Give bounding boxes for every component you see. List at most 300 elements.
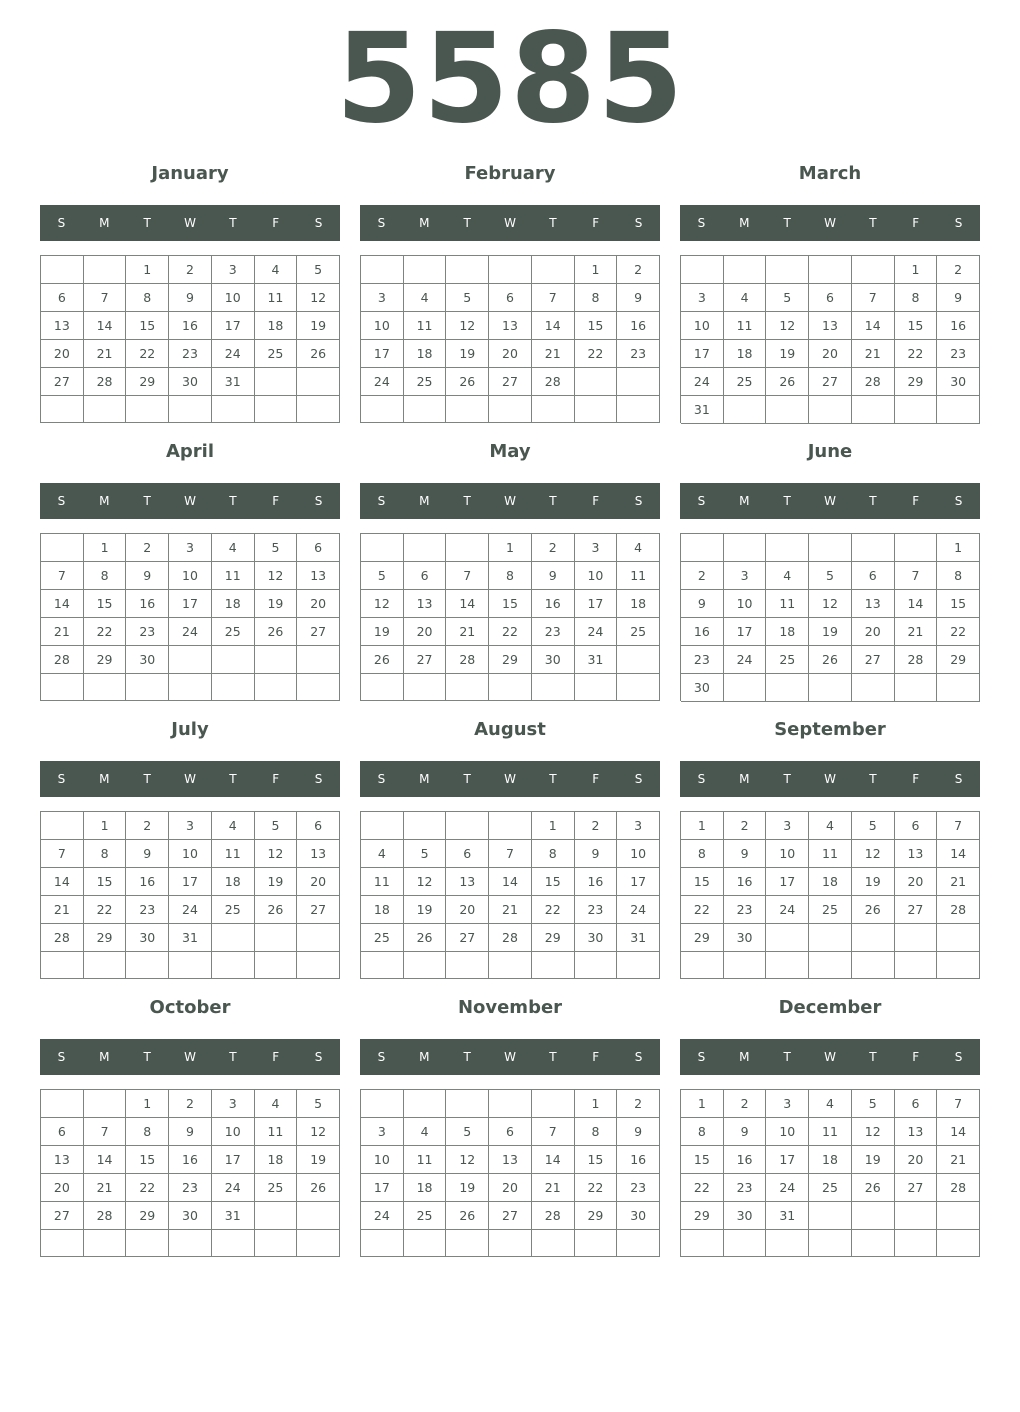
- day-cell: 22: [681, 1174, 724, 1202]
- day-cell: 12: [446, 1146, 489, 1174]
- day-cell: 19: [297, 1146, 340, 1174]
- weekday-label: T: [229, 1050, 237, 1064]
- day-cell: 30: [575, 924, 618, 952]
- day-cell: 10: [724, 590, 767, 618]
- day-cell: 1: [84, 534, 127, 562]
- day-cell: 4: [212, 812, 255, 840]
- day-cell: 13: [895, 1118, 938, 1146]
- empty-cell: [489, 256, 532, 284]
- day-cell: 28: [446, 646, 489, 674]
- day-cell: 7: [895, 562, 938, 590]
- empty-cell: [809, 1230, 852, 1257]
- day-cell: 1: [895, 256, 938, 284]
- day-cell: 4: [212, 534, 255, 562]
- month-may: [360, 436, 660, 706]
- day-cell: 26: [852, 1174, 895, 1202]
- day-cell: 29: [895, 368, 938, 396]
- day-cell: 3: [617, 812, 660, 840]
- weekday-label: S: [634, 216, 643, 230]
- day-cell: 26: [446, 1202, 489, 1230]
- day-cell: 5: [361, 562, 404, 590]
- weekday-label: S: [377, 772, 386, 786]
- day-cell: 23: [575, 896, 618, 924]
- empty-cell: [895, 1202, 938, 1230]
- day-cell: 4: [255, 256, 298, 284]
- month-name: September: [774, 719, 886, 740]
- day-cell: 8: [84, 840, 127, 868]
- day-cell: 11: [617, 562, 660, 590]
- empty-cell: [937, 674, 980, 702]
- day-cell: 14: [84, 312, 127, 340]
- day-cell: 9: [126, 562, 169, 590]
- day-cell: 27: [489, 1202, 532, 1230]
- day-grid: [360, 811, 660, 979]
- empty-cell: [212, 646, 255, 674]
- day-cell: 4: [361, 840, 404, 868]
- weekday-label: S: [314, 216, 323, 230]
- weekday-label: M: [99, 216, 110, 230]
- weekday-header: [360, 1039, 660, 1075]
- weekday-label: F: [592, 772, 600, 786]
- weekday-label: M: [739, 216, 750, 230]
- day-cell: 31: [766, 1202, 809, 1230]
- empty-cell: [297, 1202, 340, 1230]
- weekday-label: F: [912, 494, 920, 508]
- day-cell: 12: [766, 312, 809, 340]
- month-name: August: [474, 719, 546, 740]
- empty-cell: [532, 1230, 575, 1257]
- day-cell: 25: [809, 1174, 852, 1202]
- day-cell: 17: [724, 618, 767, 646]
- day-cell: 19: [852, 868, 895, 896]
- day-cell: 20: [489, 1174, 532, 1202]
- day-cell: 22: [575, 340, 618, 368]
- weekday-label: M: [739, 772, 750, 786]
- weekday-label: S: [314, 772, 323, 786]
- empty-cell: [681, 1230, 724, 1257]
- day-cell: 3: [169, 812, 212, 840]
- day-cell: 18: [809, 868, 852, 896]
- day-cell: 15: [126, 312, 169, 340]
- day-cell: 30: [126, 924, 169, 952]
- empty-cell: [617, 1230, 660, 1257]
- day-cell: 12: [297, 1118, 340, 1146]
- day-cell: 11: [724, 312, 767, 340]
- day-cell: 21: [937, 1146, 980, 1174]
- day-cell: 18: [361, 896, 404, 924]
- empty-cell: [404, 1230, 447, 1257]
- empty-cell: [681, 534, 724, 562]
- day-cell: 26: [255, 896, 298, 924]
- weekday-label: S: [314, 1050, 323, 1064]
- day-cell: 15: [895, 312, 938, 340]
- empty-cell: [724, 674, 767, 702]
- month-april: [40, 436, 340, 706]
- day-cell: 11: [766, 590, 809, 618]
- day-cell: 6: [297, 812, 340, 840]
- day-cell: 6: [297, 534, 340, 562]
- day-cell: 5: [446, 1118, 489, 1146]
- weekday-label: T: [463, 772, 471, 786]
- day-cell: 23: [617, 1174, 660, 1202]
- day-cell: 7: [41, 840, 84, 868]
- day-cell: 19: [255, 868, 298, 896]
- day-cell: 27: [404, 646, 447, 674]
- day-grid: [680, 533, 980, 701]
- day-cell: 9: [617, 1118, 660, 1146]
- empty-cell: [41, 396, 84, 423]
- day-cell: 3: [169, 534, 212, 562]
- day-cell: 20: [895, 1146, 938, 1174]
- empty-cell: [852, 534, 895, 562]
- day-cell: 15: [126, 1146, 169, 1174]
- empty-cell: [532, 674, 575, 701]
- day-cell: 21: [532, 1174, 575, 1202]
- day-grid: [40, 811, 340, 979]
- empty-cell: [84, 256, 127, 284]
- empty-cell: [41, 674, 84, 701]
- day-cell: 22: [84, 896, 127, 924]
- day-cell: 3: [361, 284, 404, 312]
- day-cell: 14: [84, 1146, 127, 1174]
- day-cell: 5: [766, 284, 809, 312]
- day-cell: 20: [41, 1174, 84, 1202]
- year-title: 5585: [335, 7, 685, 151]
- empty-cell: [255, 1202, 298, 1230]
- empty-cell: [724, 396, 767, 424]
- month-september: [680, 714, 980, 984]
- day-cell: 3: [212, 256, 255, 284]
- empty-cell: [724, 256, 767, 284]
- day-cell: 20: [489, 340, 532, 368]
- weekday-label: T: [463, 494, 471, 508]
- day-cell: 17: [361, 1174, 404, 1202]
- empty-cell: [84, 1230, 127, 1257]
- day-cell: 30: [126, 646, 169, 674]
- weekday-label: S: [377, 216, 386, 230]
- empty-cell: [575, 952, 618, 979]
- day-cell: 8: [532, 840, 575, 868]
- day-cell: 26: [766, 368, 809, 396]
- day-cell: 26: [446, 368, 489, 396]
- empty-cell: [169, 646, 212, 674]
- day-cell: 7: [532, 1118, 575, 1146]
- day-cell: 16: [169, 312, 212, 340]
- day-cell: 22: [126, 1174, 169, 1202]
- day-cell: 11: [809, 1118, 852, 1146]
- empty-cell: [297, 674, 340, 701]
- day-cell: 13: [404, 590, 447, 618]
- day-cell: 5: [852, 812, 895, 840]
- day-cell: 22: [532, 896, 575, 924]
- day-cell: 20: [41, 340, 84, 368]
- day-cell: 17: [212, 312, 255, 340]
- day-cell: 1: [84, 812, 127, 840]
- empty-cell: [297, 924, 340, 952]
- day-cell: 5: [852, 1090, 895, 1118]
- weekday-header: [40, 483, 340, 519]
- empty-cell: [617, 396, 660, 423]
- weekday-label: F: [912, 1050, 920, 1064]
- day-cell: 26: [404, 924, 447, 952]
- day-cell: 8: [489, 562, 532, 590]
- weekday-header: [680, 205, 980, 241]
- day-cell: 8: [681, 1118, 724, 1146]
- day-cell: 29: [84, 646, 127, 674]
- day-cell: 28: [84, 1202, 127, 1230]
- day-cell: 4: [404, 1118, 447, 1146]
- day-cell: 5: [297, 256, 340, 284]
- day-cell: 4: [809, 1090, 852, 1118]
- day-cell: 14: [852, 312, 895, 340]
- empty-cell: [724, 534, 767, 562]
- weekday-label: T: [783, 1050, 791, 1064]
- day-cell: 12: [361, 590, 404, 618]
- day-grid: [40, 533, 340, 701]
- day-cell: 9: [724, 840, 767, 868]
- day-cell: 6: [852, 562, 895, 590]
- empty-cell: [255, 1230, 298, 1257]
- day-cell: 31: [617, 924, 660, 952]
- weekday-label: T: [143, 494, 151, 508]
- day-cell: 15: [84, 590, 127, 618]
- weekday-label: T: [229, 494, 237, 508]
- day-cell: 25: [724, 368, 767, 396]
- weekday-label: S: [697, 1050, 706, 1064]
- day-cell: 3: [212, 1090, 255, 1118]
- weekday-label: M: [99, 494, 110, 508]
- weekday-header: [360, 205, 660, 241]
- day-cell: 14: [446, 590, 489, 618]
- empty-cell: [489, 1090, 532, 1118]
- empty-cell: [361, 812, 404, 840]
- day-cell: 7: [489, 840, 532, 868]
- day-cell: 11: [809, 840, 852, 868]
- day-cell: 17: [766, 868, 809, 896]
- day-cell: 14: [532, 312, 575, 340]
- day-cell: 28: [852, 368, 895, 396]
- day-cell: 16: [681, 618, 724, 646]
- weekday-label: T: [143, 772, 151, 786]
- day-cell: 13: [895, 840, 938, 868]
- empty-cell: [532, 256, 575, 284]
- day-cell: 16: [126, 590, 169, 618]
- month-december: [680, 992, 980, 1262]
- day-cell: 12: [446, 312, 489, 340]
- day-cell: 27: [41, 368, 84, 396]
- day-cell: 18: [724, 340, 767, 368]
- empty-cell: [937, 1202, 980, 1230]
- day-cell: 16: [724, 868, 767, 896]
- day-cell: 6: [489, 284, 532, 312]
- day-cell: 25: [212, 896, 255, 924]
- empty-cell: [489, 396, 532, 423]
- empty-cell: [212, 396, 255, 423]
- weekday-label: S: [57, 216, 66, 230]
- month-august: [360, 714, 660, 984]
- day-cell: 16: [532, 590, 575, 618]
- day-cell: 10: [575, 562, 618, 590]
- day-cell: 8: [575, 284, 618, 312]
- month-name: October: [149, 997, 231, 1018]
- day-cell: 28: [84, 368, 127, 396]
- day-cell: 21: [895, 618, 938, 646]
- empty-cell: [489, 1230, 532, 1257]
- weekday-label: S: [954, 216, 963, 230]
- empty-cell: [895, 396, 938, 424]
- day-cell: 31: [681, 396, 724, 424]
- empty-cell: [766, 396, 809, 424]
- day-cell: 29: [681, 1202, 724, 1230]
- empty-cell: [575, 396, 618, 423]
- day-cell: 7: [532, 284, 575, 312]
- day-grid: [680, 255, 980, 423]
- empty-cell: [361, 674, 404, 701]
- weekday-label: T: [783, 216, 791, 230]
- day-cell: 30: [169, 1202, 212, 1230]
- day-cell: 7: [84, 284, 127, 312]
- day-cell: 30: [724, 1202, 767, 1230]
- empty-cell: [766, 674, 809, 702]
- day-cell: 3: [575, 534, 618, 562]
- day-cell: 14: [41, 590, 84, 618]
- day-cell: 2: [169, 1090, 212, 1118]
- empty-cell: [297, 368, 340, 396]
- day-cell: 29: [575, 1202, 618, 1230]
- day-cell: 5: [297, 1090, 340, 1118]
- month-name: May: [489, 441, 531, 462]
- month-name: November: [457, 997, 563, 1018]
- empty-cell: [617, 952, 660, 979]
- weekday-label: T: [229, 216, 237, 230]
- day-cell: 27: [446, 924, 489, 952]
- day-cell: 26: [255, 618, 298, 646]
- weekday-label: F: [272, 1050, 280, 1064]
- empty-cell: [446, 674, 489, 701]
- weekday-label: S: [377, 1050, 386, 1064]
- day-cell: 7: [937, 1090, 980, 1118]
- day-cell: 13: [297, 562, 340, 590]
- day-cell: 2: [575, 812, 618, 840]
- day-cell: 11: [404, 312, 447, 340]
- day-cell: 18: [255, 1146, 298, 1174]
- weekday-label: W: [184, 216, 196, 230]
- day-cell: 19: [809, 618, 852, 646]
- day-cell: 5: [446, 284, 489, 312]
- day-cell: 27: [895, 1174, 938, 1202]
- day-cell: 6: [809, 284, 852, 312]
- day-cell: 17: [766, 1146, 809, 1174]
- day-cell: 30: [169, 368, 212, 396]
- empty-cell: [41, 812, 84, 840]
- day-cell: 26: [809, 646, 852, 674]
- empty-cell: [212, 952, 255, 979]
- empty-cell: [937, 924, 980, 952]
- day-cell: 21: [41, 618, 84, 646]
- day-cell: 8: [895, 284, 938, 312]
- empty-cell: [126, 952, 169, 979]
- day-cell: 3: [724, 562, 767, 590]
- day-cell: 6: [895, 1090, 938, 1118]
- day-cell: 7: [84, 1118, 127, 1146]
- weekday-label: F: [912, 216, 920, 230]
- day-cell: 10: [617, 840, 660, 868]
- day-cell: 9: [169, 284, 212, 312]
- day-cell: 22: [126, 340, 169, 368]
- day-cell: 1: [126, 1090, 169, 1118]
- day-grid: [680, 811, 980, 979]
- weekday-label: T: [549, 216, 557, 230]
- day-cell: 14: [41, 868, 84, 896]
- day-cell: 13: [489, 312, 532, 340]
- weekday-header: [680, 483, 980, 519]
- day-cell: 14: [937, 840, 980, 868]
- weekday-label: T: [549, 494, 557, 508]
- day-cell: 12: [852, 840, 895, 868]
- empty-cell: [809, 1202, 852, 1230]
- day-cell: 10: [766, 840, 809, 868]
- day-cell: 12: [297, 284, 340, 312]
- day-cell: 28: [895, 646, 938, 674]
- day-cell: 13: [809, 312, 852, 340]
- weekday-label: T: [549, 772, 557, 786]
- weekday-label: W: [504, 216, 516, 230]
- day-cell: 26: [297, 340, 340, 368]
- day-cell: 5: [809, 562, 852, 590]
- weekday-label: S: [697, 772, 706, 786]
- day-cell: 23: [937, 340, 980, 368]
- day-cell: 31: [575, 646, 618, 674]
- weekday-label: W: [184, 1050, 196, 1064]
- day-cell: 10: [361, 1146, 404, 1174]
- empty-cell: [446, 812, 489, 840]
- empty-cell: [489, 674, 532, 701]
- day-cell: 4: [809, 812, 852, 840]
- day-cell: 14: [895, 590, 938, 618]
- day-cell: 21: [852, 340, 895, 368]
- day-cell: 7: [41, 562, 84, 590]
- day-cell: 20: [404, 618, 447, 646]
- day-cell: 2: [126, 812, 169, 840]
- day-cell: 10: [169, 840, 212, 868]
- day-cell: 4: [617, 534, 660, 562]
- day-cell: 17: [361, 340, 404, 368]
- weekday-label: T: [463, 1050, 471, 1064]
- day-cell: 30: [617, 1202, 660, 1230]
- day-cell: 23: [126, 896, 169, 924]
- day-cell: 25: [766, 646, 809, 674]
- day-cell: 2: [724, 812, 767, 840]
- day-cell: 9: [617, 284, 660, 312]
- empty-cell: [404, 534, 447, 562]
- empty-cell: [84, 674, 127, 701]
- day-cell: 9: [724, 1118, 767, 1146]
- day-cell: 16: [724, 1146, 767, 1174]
- day-cell: 27: [41, 1202, 84, 1230]
- empty-cell: [361, 1090, 404, 1118]
- month-name: April: [165, 441, 215, 462]
- day-cell: 7: [852, 284, 895, 312]
- weekday-label: M: [739, 494, 750, 508]
- day-cell: 15: [681, 868, 724, 896]
- day-cell: 19: [446, 1174, 489, 1202]
- empty-cell: [41, 1230, 84, 1257]
- day-cell: 25: [404, 1202, 447, 1230]
- day-cell: 18: [212, 868, 255, 896]
- day-cell: 9: [532, 562, 575, 590]
- day-cell: 30: [724, 924, 767, 952]
- day-grid: [360, 1089, 660, 1257]
